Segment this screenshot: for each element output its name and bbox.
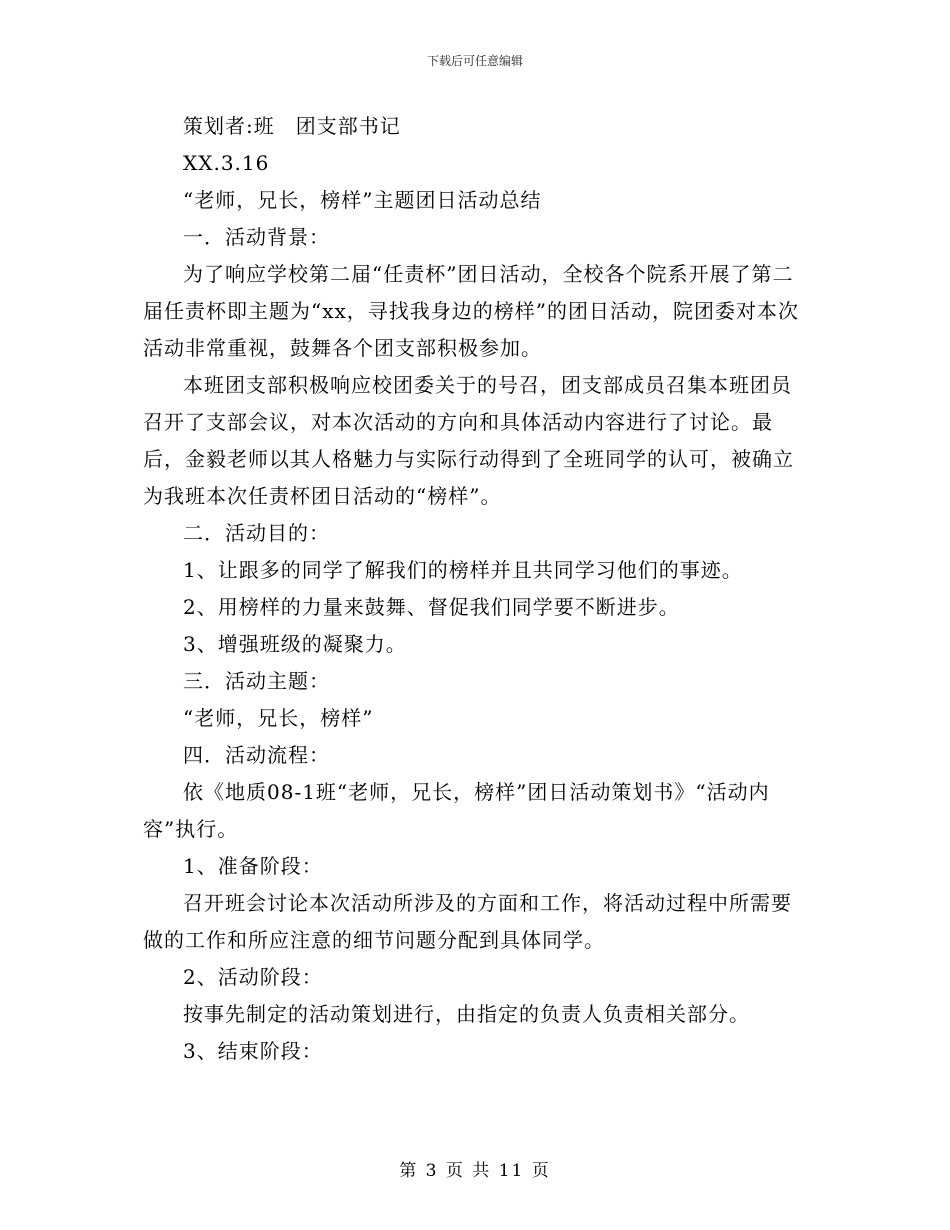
section-heading-background: 一．活动背景： bbox=[183, 225, 330, 249]
stage-heading-closing: 3、结束阶段： bbox=[183, 1039, 323, 1063]
purpose-item-1: 1、让跟多的同学了解我们的榜样并且共同学习他们的事迹。 bbox=[183, 558, 743, 582]
author-line: 策划者:班 团支部书记 bbox=[183, 114, 401, 138]
paragraph-background-1: 为了响应学校第二届“任责杯”团日活动，全校各个院系开展了第二届任责杯即主题为“xx，寻找我身边的榜样”的团日活动，院团委对本次活动非常重视，鼓舞各个团支部积极参加。 bbox=[143, 262, 800, 360]
date-line: XX.3.16 bbox=[183, 151, 270, 175]
stage-text-activity: 按事先制定的活动策划进行，由指定的负责人负责相关部分。 bbox=[183, 1002, 750, 1026]
purpose-item-3: 3、增强班级的凝聚力。 bbox=[183, 632, 407, 656]
theme-text: “老师，兄长，榜样” bbox=[183, 706, 374, 730]
section-heading-theme: 三．活动主题： bbox=[183, 669, 330, 693]
page-footer: 第 3 页 共 11 页 bbox=[399, 1161, 551, 1181]
stage-heading-activity: 2、活动阶段： bbox=[183, 965, 323, 989]
document-body bbox=[143, 108, 809, 1070]
stage-heading-preparation: 1、准备阶段： bbox=[183, 854, 323, 878]
purpose-item-2: 2、用榜样的力量来鼓舞、督促我们同学要不断进步。 bbox=[183, 595, 680, 619]
section-heading-process: 四．活动流程： bbox=[183, 743, 330, 767]
page-header: 下载后可任意编辑 bbox=[426, 54, 523, 68]
document-title: “老师，兄长，榜样”主题团日活动总结 bbox=[183, 188, 542, 212]
paragraph-background-2: 本班团支部积极响应校团委关于的号召，团支部成员召集本班团员召开了支部会议，对本次活动的方向和具体活动内容进行了讨论。最后，金毅老师以其人格魅力与实际行动得到了全班同学的认可，被确立为我班本次任责杯团日活动的“榜样”。 bbox=[143, 373, 794, 508]
process-intro: 依《地质08-1班“老师，兄长，榜样”团日活动策划书》“活动内容”执行。 bbox=[143, 780, 770, 841]
stage-text-preparation: 召开班会讨论本次活动所涉及的方面和工作，将活动过程中所需要做的工作和所应注意的细节问题分配到具体同学。 bbox=[143, 891, 792, 952]
section-heading-purpose: 二．活动目的： bbox=[183, 521, 330, 545]
